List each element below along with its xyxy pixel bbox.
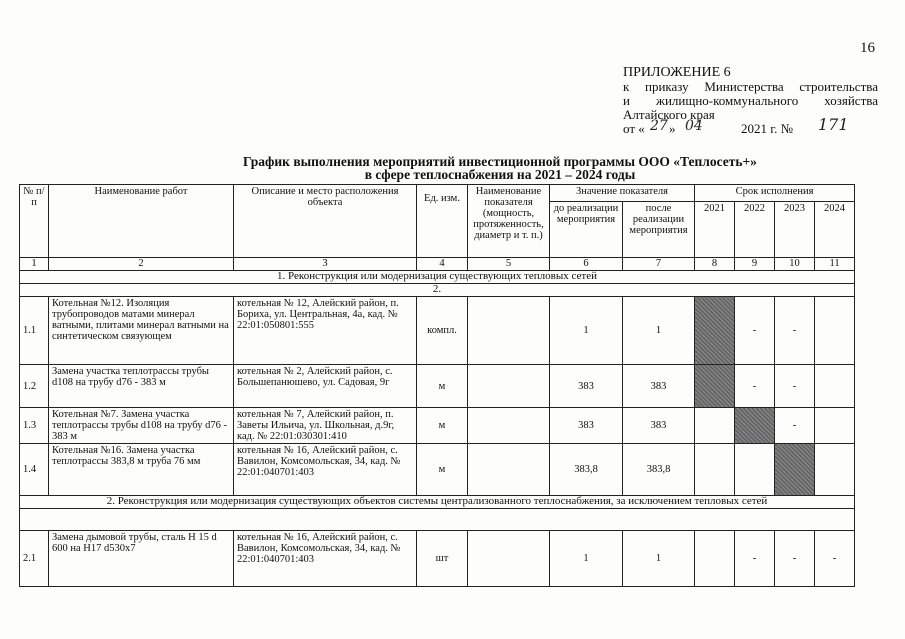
row-year-2023	[775, 444, 815, 496]
appendix-title: ПРИЛОЖЕНИЕ 6	[623, 65, 731, 80]
header-indicator: Наименование показателя (мощность, протяженность, диаметр и т. п.)	[468, 185, 550, 258]
page-number: 16	[860, 40, 875, 56]
row-desc: котельная № 16, Алейский район, с. Вавилон, Комсомольская, 34, кад. № 22:01:040701:403	[234, 444, 417, 496]
row-before: 383	[550, 365, 623, 408]
column-number: 3	[234, 258, 417, 271]
row-year-2024	[815, 408, 855, 444]
header-year-2023: 2023	[775, 202, 815, 258]
row-after: 383,8	[623, 444, 695, 496]
table-row	[20, 365, 855, 408]
header-before: до реализации мероприятия	[550, 202, 623, 258]
header-value-group: Значение показателя	[550, 185, 695, 202]
table-row	[20, 297, 855, 365]
row-before: 1	[550, 297, 623, 365]
row-after: 1	[623, 297, 695, 365]
appendix-date	[623, 115, 878, 138]
row-year-2022	[735, 444, 775, 496]
column-number: 6	[550, 258, 623, 271]
column-number: 10	[775, 258, 815, 271]
date-prefix: от «	[623, 121, 645, 136]
row-unit: м	[417, 365, 468, 408]
row-unit: компл.	[417, 297, 468, 365]
row-name: Замена дымовой трубы, сталь Н 15 d 600 на Н17 d530х7	[49, 531, 234, 587]
header-desc: Описание и место расположения объекта	[234, 185, 417, 258]
header-year-2024: 2024	[815, 202, 855, 258]
row-unit: м	[417, 444, 468, 496]
column-number: 9	[735, 258, 775, 271]
row-year-2023: -	[775, 531, 815, 587]
row-after: 383	[623, 365, 695, 408]
row-indicator	[468, 531, 550, 587]
doc-title-line1: График выполнения мероприятий инвестиционной программы ООО «Теплосеть+»	[243, 154, 757, 169]
row-year-2023: -	[775, 408, 815, 444]
row-year-2022: -	[735, 365, 775, 408]
row-indicator	[468, 297, 550, 365]
row-name: Котельная №16. Замена участка теплотрассы 383,8 м труба 76 мм	[49, 444, 234, 496]
row-year-2022: -	[735, 531, 775, 587]
section1-title: 1. Реконструкция или модернизация существующих тепловых сетей	[20, 271, 855, 284]
row-year-2024	[815, 365, 855, 408]
row-name: Котельная №12. Изоляция трубопроводов матами минерал ватными, плитами минерал ватными на синтетическом связующем	[49, 297, 234, 365]
row-year-2021	[695, 297, 735, 365]
date-day: 27	[650, 118, 668, 134]
table-row	[20, 444, 855, 496]
date-number: 171	[818, 115, 849, 134]
row-year-2021	[695, 444, 735, 496]
column-number: 8	[695, 258, 735, 271]
column-number: 5	[468, 258, 550, 271]
row-before: 383	[550, 408, 623, 444]
row-year-2022	[735, 408, 775, 444]
date-month: 04	[685, 118, 703, 134]
appendix-block	[623, 66, 878, 138]
doc-title-line2: в сфере теплоснабжения на 2021 – 2024 годы	[364, 167, 636, 182]
column-number: 11	[815, 258, 855, 271]
date-year: 2021 г. №	[741, 121, 794, 136]
row-num: 1.3	[20, 408, 49, 444]
row-year-2023: -	[775, 297, 815, 365]
section2-spacer	[20, 509, 855, 531]
row-year-2022: -	[735, 297, 775, 365]
header-year-2021: 2021	[695, 202, 735, 258]
header-name: Наименование работ	[49, 185, 234, 258]
column-number: 4	[417, 258, 468, 271]
row-year-2021	[695, 408, 735, 444]
row-unit: шт	[417, 531, 468, 587]
row-indicator	[468, 444, 550, 496]
row-after: 1	[623, 531, 695, 587]
row-desc: котельная № 2, Алейский район, с. Большепанюшево, ул. Садовая, 9г	[234, 365, 417, 408]
row-name: Котельная №7. Замена участка теплотрассы трубы d108 на трубу d76 - 383 м	[49, 408, 234, 444]
section2-title: 2. Реконструкция или модернизация существующих объектов системы централизованного теплоснабжения, за исключением тепловых сетей	[20, 496, 855, 509]
row-before: 1	[550, 531, 623, 587]
column-number: 2	[49, 258, 234, 271]
row-num: 2.1	[20, 531, 49, 587]
column-numbers-row	[20, 258, 855, 271]
column-number: 1	[20, 258, 49, 271]
appendix-line2: и жилищно-коммунального хозяйства	[623, 93, 878, 108]
row-num: 1.4	[20, 444, 49, 496]
row-desc: котельная № 16, Алейский район, с. Вавилон, Комсомольская, 34, кад. № 22:01:040701:403	[234, 531, 417, 587]
row-desc: котельная № 12, Алейский район, п. Бориха, ул. Центральная, 4а, кад. № 22:01:050801:555	[234, 297, 417, 365]
appendix-line3: Алтайского края	[623, 107, 715, 122]
row-num: 1.2	[20, 365, 49, 408]
header-year-2022: 2022	[735, 202, 775, 258]
table-row	[20, 531, 855, 587]
row-indicator	[468, 408, 550, 444]
row-year-2021	[695, 531, 735, 587]
row-year-2024	[815, 297, 855, 365]
row-before: 383,8	[550, 444, 623, 496]
column-number: 7	[623, 258, 695, 271]
header-num: № п/п	[20, 185, 49, 258]
appendix-line1: к приказу Министерства строительства	[623, 79, 878, 94]
row-year-2024: -	[815, 531, 855, 587]
row-desc: котельная № 7, Алейский район, п. Заветы Ильича, ул. Школьная, д.9г, кад. № 22:01:030301:410	[234, 408, 417, 444]
schedule-table	[19, 184, 855, 587]
row-name: Замена участка теплотрассы трубы d108 на трубу d76 - 383 м	[49, 365, 234, 408]
row-year-2021	[695, 365, 735, 408]
row-num: 1.1	[20, 297, 49, 365]
date-mid: »	[669, 121, 676, 136]
header-term-group: Срок исполнения	[695, 185, 855, 202]
header-after: после реализации мероприятия	[623, 202, 695, 258]
section1-sub: 2.	[20, 284, 855, 297]
row-year-2023: -	[775, 365, 815, 408]
row-unit: м	[417, 408, 468, 444]
row-indicator	[468, 365, 550, 408]
row-year-2024	[815, 444, 855, 496]
header-unit: Ед. изм.	[417, 185, 468, 258]
table-row	[20, 408, 855, 444]
row-after: 383	[623, 408, 695, 444]
